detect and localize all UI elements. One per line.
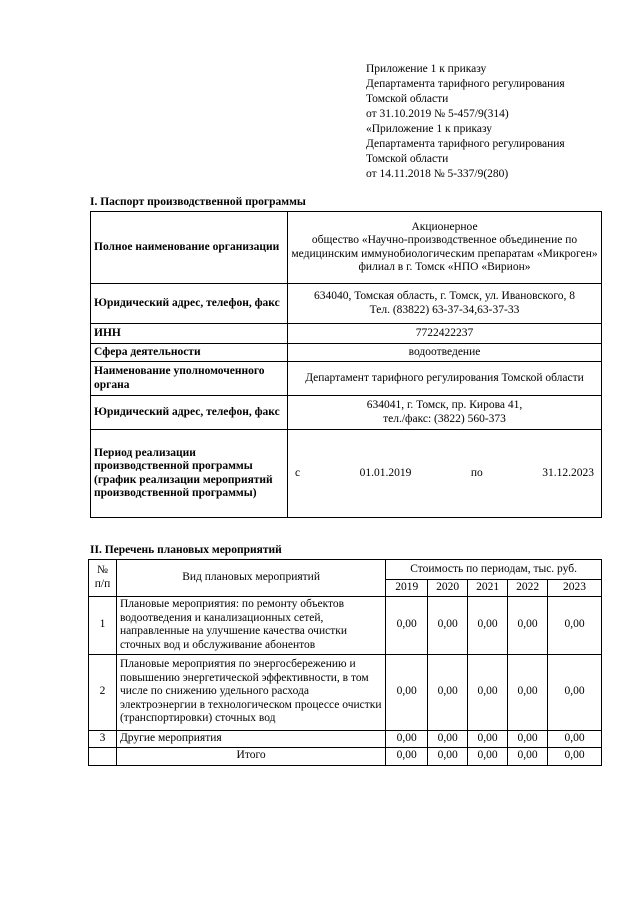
row-value: 0,00 (386, 730, 428, 747)
order-header (366, 62, 565, 182)
row-value: 0,00 (428, 654, 468, 730)
passport-table (90, 211, 602, 518)
row-number: 1 (89, 596, 117, 654)
row-value: 0,00 (468, 596, 508, 654)
period-range (291, 467, 598, 481)
row-name: Другие мероприятия (116, 730, 385, 747)
passport-row (91, 362, 602, 396)
row-value: 0,00 (468, 730, 508, 747)
passport-label: Наименование уполномоченного органа (91, 362, 288, 396)
header-line: от 31.10.2019 № 5-457/9(314) (366, 108, 509, 120)
passport-row (91, 284, 602, 324)
row-name: Плановые мероприятия по энергосбережению и повышению энергетической эффективности, в том числе по снижению удельного расхода электроэнергии в технологическом процессе очистки (транспортировки) сточных вод (116, 654, 385, 730)
passport-row (91, 212, 602, 284)
table-row (89, 730, 602, 747)
row-value: 0,00 (386, 654, 428, 730)
row-value: 0,00 (468, 654, 508, 730)
table-row (89, 596, 602, 654)
passport-value: Акционерное общество «Научно-производственное объединение по медицинским иммунобиологическим препаратам «Микроген» филиал в г. Томск «НПО «Вирион» (288, 212, 602, 284)
total-value: 0,00 (468, 747, 508, 765)
header-line: Томской области (366, 153, 449, 165)
passport-title: I. Паспорт производственной программы (90, 196, 306, 208)
header-line: Томской области (366, 93, 449, 105)
period-from-date: 01.01.2019 (359, 466, 412, 479)
header-line: Департамента тарифного регулирования (366, 138, 565, 150)
total-value: 0,00 (508, 747, 548, 765)
period-to-date: 31.12.2023 (542, 466, 594, 479)
row-value: 0,00 (428, 596, 468, 654)
passport-value: 634040, Томская область, г. Томск, ул. Ивановского, 8 Тел. (83822) 63-37-34,63-37-33 (288, 284, 602, 324)
row-value: 0,00 (428, 730, 468, 747)
passport-label: Период реализации производственной программы (график реализации мероприятий производственной программы) (91, 430, 288, 518)
period-to-word: по (470, 466, 483, 479)
total-row (89, 747, 602, 765)
plans-title: II. Перечень плановых мероприятий (90, 544, 282, 556)
row-value: 0,00 (508, 654, 548, 730)
col-number-header: № п/п (89, 560, 117, 597)
passport-value: водоотведение (288, 344, 602, 362)
total-value: 0,00 (548, 747, 602, 765)
passport-label: Сфера деятельности (91, 344, 288, 362)
header-line: от 14.11.2018 № 5-337/9(280) (366, 168, 509, 180)
passport-row (91, 324, 602, 344)
row-value: 0,00 (548, 730, 602, 747)
passport-row (91, 396, 602, 430)
total-value: 0,00 (428, 747, 468, 765)
passport-row-period (91, 430, 602, 518)
row-number: 3 (89, 730, 117, 747)
row-value: 0,00 (508, 730, 548, 747)
plans-header-row (89, 560, 602, 580)
header-line: Департамента тарифного регулирования (366, 78, 565, 90)
year-header: 2020 (428, 580, 468, 597)
passport-value: Департамент тарифного регулирования Томской области (288, 362, 602, 396)
year-header: 2021 (468, 580, 508, 597)
row-number: 2 (89, 654, 117, 730)
passport-label: ИНН (91, 324, 288, 344)
total-label: Итого (116, 747, 385, 765)
period-value (288, 430, 602, 518)
plans-table (88, 559, 602, 766)
row-name: Плановые мероприятия: по ремонту объектов водоотведения и канализационных сетей, направленные на улучшение качества очистки сточных вод и обслуживание абонентов (116, 596, 385, 654)
row-value: 0,00 (548, 654, 602, 730)
row-value: 0,00 (508, 596, 548, 654)
passport-label: Юридический адрес, телефон, факс (91, 396, 288, 430)
year-header: 2022 (508, 580, 548, 597)
passport-value: 634041, г. Томск, пр. Кирова 41, тел./факс: (3822) 560-373 (288, 396, 602, 430)
year-header: 2019 (386, 580, 428, 597)
table-row (89, 654, 602, 730)
col-cost-header: Стоимость по периодам, тыс. руб. (386, 560, 602, 580)
passport-value: 7722422237 (288, 324, 602, 344)
year-header: 2023 (548, 580, 602, 597)
row-value: 0,00 (548, 596, 602, 654)
passport-label: Полное наименование организации (91, 212, 288, 284)
total-number (89, 747, 117, 765)
header-line: Приложение 1 к приказу (366, 63, 487, 75)
total-value: 0,00 (386, 747, 428, 765)
period-from-word: с (295, 466, 301, 479)
passport-row (91, 344, 602, 362)
row-value: 0,00 (386, 596, 428, 654)
passport-label: Юридический адрес, телефон, факс (91, 284, 288, 324)
header-line: «Приложение 1 к приказу (366, 123, 493, 135)
col-name-header: Вид плановых мероприятий (116, 560, 385, 597)
